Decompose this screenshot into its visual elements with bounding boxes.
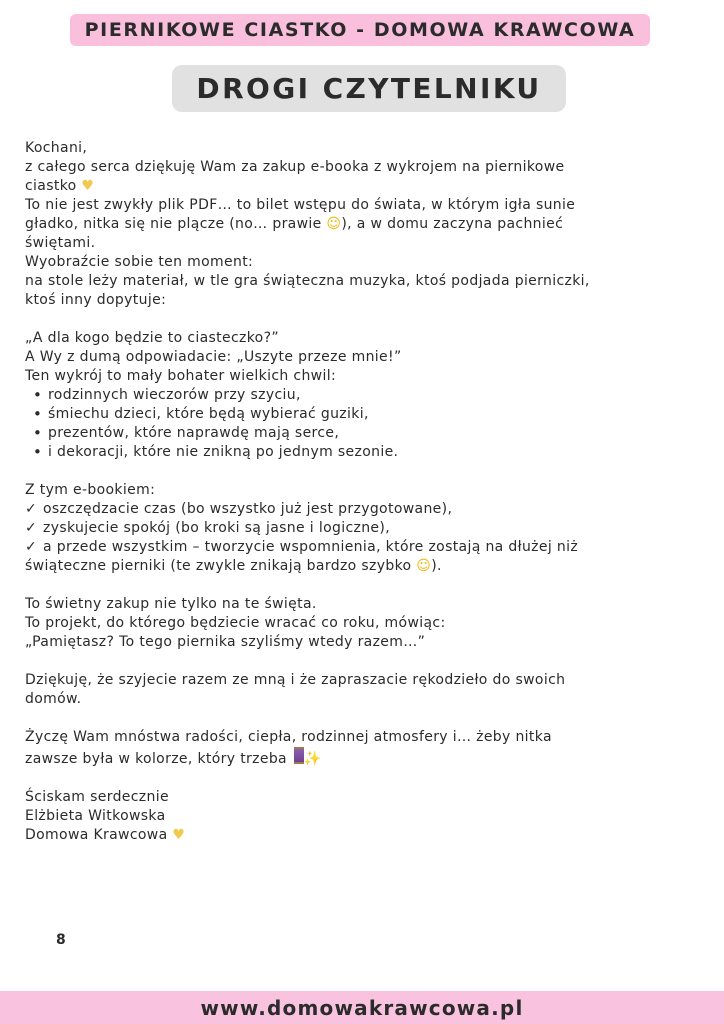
great-line-2: To projekt, do którego będziecie wracać co roku, mówiąc: bbox=[25, 615, 446, 631]
scene-line-1: na stole leży materiał, w tle gra świąteczna muzyka, ktoś podjada pierniczki, bbox=[25, 273, 590, 289]
yellow-heart-icon: ♥ bbox=[81, 178, 95, 194]
sparkle-icon: ✨ bbox=[303, 751, 322, 767]
checkmark-icon: ✓ bbox=[25, 520, 38, 536]
letter-body bbox=[25, 139, 697, 845]
para2-line-2 bbox=[25, 215, 697, 234]
thanks-line-2: domów. bbox=[25, 691, 82, 707]
sign-off: Ściskam serdecznie bbox=[25, 789, 169, 805]
yellow-heart-icon: ♥ bbox=[172, 827, 186, 843]
list-item: • rodzinnych wieczorów przy szyciu, bbox=[25, 386, 697, 405]
checkmark-icon: ✓ bbox=[25, 501, 38, 517]
wish-line-2-text: zawsze była w kolorze, który trzeba bbox=[25, 751, 287, 767]
thanks-line-1: Dziękuję, że szyjecie razem ze mną i że zapraszacie rękodzieło do swoich bbox=[25, 672, 566, 688]
grin-emoji-icon: ☺ bbox=[326, 216, 342, 232]
scene-line-2: ktoś inny dopytuje: bbox=[25, 292, 167, 308]
footer-url[interactable]: www.domowakrawcowa.pl bbox=[200, 995, 524, 1020]
intro-line-2-text: ciastko bbox=[25, 178, 77, 194]
header-title: PIERNIKOWE CIASTKO - DOMOWA KRAWCOWA bbox=[84, 19, 636, 41]
list-item: • prezentów, które naprawdę mają serce, bbox=[25, 424, 697, 443]
ebook-intro: Z tym e-bookiem: bbox=[25, 482, 156, 498]
brand-name bbox=[25, 826, 697, 845]
great-line-1: To świetny zakup nie tylko na te święta. bbox=[25, 596, 317, 612]
check-item bbox=[25, 519, 697, 538]
list-item: • śmiechu dzieci, które będą wybierać guziki, bbox=[25, 405, 697, 424]
author-name: Elżbieta Witkowska bbox=[25, 808, 166, 824]
spacer bbox=[25, 462, 697, 481]
quote-question: „A dla kogo będzie to ciasteczko?” bbox=[25, 330, 279, 346]
imagine-line: Wyobraźcie sobie ten moment: bbox=[25, 254, 254, 270]
header-bar bbox=[70, 14, 650, 46]
brand-name-text: Domowa Krawcowa bbox=[25, 827, 168, 843]
checkmark-icon: ✓ bbox=[25, 539, 38, 555]
para2-line-1: To nie jest zwykły plik PDF… to bilet wstępu do świata, w którym igła sunie bbox=[25, 197, 576, 213]
list-item: • i dekoracji, które nie znikną po jednym sezonie. bbox=[25, 443, 697, 462]
check-item bbox=[25, 538, 697, 557]
para2-line-2a: gładko, nitka się nie plącze (no… prawie bbox=[25, 216, 327, 232]
checks-tail-a: świąteczne pierniki (te zwykle znikają bardzo szybko bbox=[25, 558, 417, 574]
intro-line-1: z całego serca dziękuję Wam za zakup e-booka z wykrojem na piernikowe bbox=[25, 159, 565, 175]
thread-spool-icon bbox=[294, 747, 304, 764]
para2-line-2b: ), a w domu zaczyna pachnieć bbox=[341, 216, 564, 232]
greeting: Kochani, bbox=[25, 140, 88, 156]
wish-line-1: Życzę Wam mnóstwa radości, ciepła, rodzinnej atmosfery i… żeby nitka bbox=[25, 729, 552, 745]
spacer bbox=[25, 769, 697, 788]
page-title: DROGI CZYTELNIKU bbox=[196, 72, 542, 105]
bullet-list bbox=[25, 386, 697, 462]
check-item-text: oszczędzacie czas (bo wszystko już jest przygotowane), bbox=[43, 501, 453, 517]
spacer bbox=[25, 652, 697, 671]
great-line-3: „Pamiętasz? To tego piernika szyliśmy wtedy razem…” bbox=[25, 634, 426, 650]
para2-line-3: świętami. bbox=[25, 235, 96, 251]
spacer bbox=[25, 310, 697, 329]
spacer bbox=[25, 576, 697, 595]
wish-line-2 bbox=[25, 747, 697, 769]
check-item bbox=[25, 500, 697, 519]
quote-answer: A Wy z dumą odpowiadacie: „Uszyte przeze mnie!” bbox=[25, 349, 402, 365]
checks-tail bbox=[25, 557, 697, 576]
check-item-text: a przede wszystkim – tworzycie wspomnienia, które zostają na dłużej niż bbox=[43, 539, 579, 555]
footer-bar bbox=[0, 991, 724, 1024]
title-box bbox=[172, 65, 566, 112]
hero-line: Ten wykrój to mały bohater wielkich chwil: bbox=[25, 368, 337, 384]
wink-emoji-icon: ☺ bbox=[416, 558, 432, 574]
checks-tail-b: ). bbox=[431, 558, 442, 574]
check-item-text: zyskujecie spokój (bo kroki są jasne i logiczne), bbox=[43, 520, 391, 536]
page-number: 8 bbox=[56, 932, 66, 948]
intro-line-2 bbox=[25, 177, 697, 196]
spacer bbox=[25, 709, 697, 728]
